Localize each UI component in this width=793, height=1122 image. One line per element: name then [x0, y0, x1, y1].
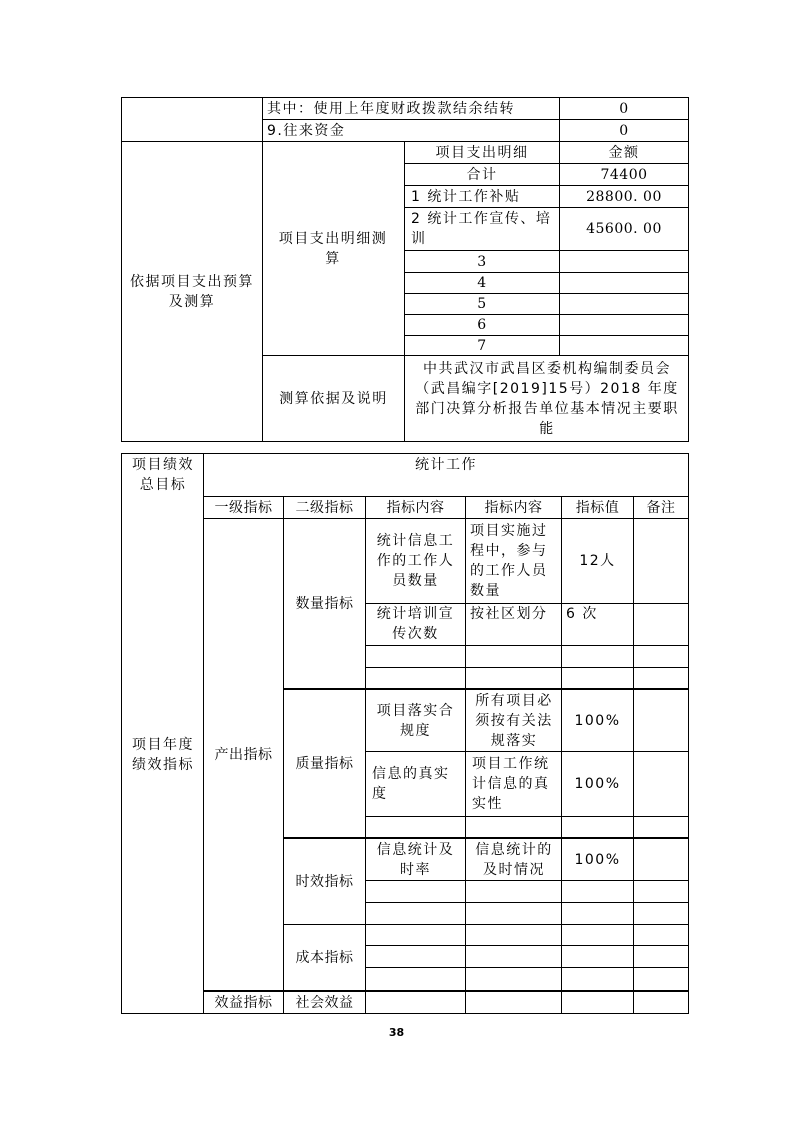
social-benefit-label: 社会效益: [295, 994, 354, 1011]
indicator-content: 项目落实合规度: [376, 703, 455, 739]
indicator-detail: 信息统计的及时情况: [475, 841, 553, 878]
indicator-value: 100%: [574, 851, 621, 868]
detail-row-item: 合计: [466, 166, 498, 183]
indicator-content: 统计培训宣传次数: [376, 606, 455, 642]
carryover-label: 其中：使用上年度财政拨款结余结转: [267, 100, 515, 117]
detail-row-amount: [560, 336, 688, 355]
detail-row-amount: 74400: [600, 166, 648, 183]
detail-row-amount: [560, 294, 688, 314]
header-level2: 二级指标: [295, 499, 354, 516]
goal-text: 统计工作: [415, 457, 477, 473]
detail-header-amount: 金额: [608, 144, 640, 161]
header-value: 指标值: [575, 499, 620, 516]
annual-indicator-label: 项目年度绩效指标: [132, 737, 194, 773]
detail-row-amount: 28800. 00: [586, 188, 662, 205]
detail-calc-label: 项目支出明细测算: [278, 230, 388, 267]
budget-basis-section-label: 依据项目支出预算及测算: [130, 273, 254, 310]
header-content-2: 指标内容: [484, 499, 543, 516]
detail-row-item: 1 统计工作补贴: [411, 188, 521, 205]
timeliness-indicator-label: 时效指标: [295, 873, 354, 890]
indicator-value: 100%: [574, 776, 621, 792]
goal-label: 项目绩效总目标: [132, 457, 194, 493]
detail-row-item: 4: [477, 275, 487, 291]
header-level1: 一级指标: [214, 499, 273, 516]
basis-label: 测算依据及说明: [279, 390, 388, 407]
header-content: 指标内容: [386, 499, 445, 516]
indicator-detail: 项目实施过程中，参与的工作人员数量: [470, 523, 548, 599]
detail-row-item: 5: [477, 296, 487, 312]
indicator-detail: 按社区划分: [470, 606, 548, 622]
indicator-content: 信息的真实度: [372, 766, 450, 802]
indicator-detail: 项目工作统计信息的真实性: [472, 756, 550, 812]
detail-row-item: 3: [477, 253, 487, 270]
header-remark: 备注: [646, 499, 676, 516]
detail-row-item: 2 统计工作宣传、培训: [411, 211, 552, 247]
cost-indicator-label: 成本指标: [295, 949, 354, 966]
indicator-value: 12人: [579, 553, 616, 569]
detail-row-item: 7: [477, 337, 487, 354]
transfer-funds-label: 9.往来资金: [267, 122, 346, 139]
detail-header-item: 项目支出明细: [435, 144, 529, 161]
indicator-value: 6 次: [566, 606, 598, 622]
detail-row-amount: 45600. 00: [586, 221, 662, 237]
indicator-content: 统计信息工作的工作人员数量: [376, 533, 455, 589]
carryover-value: 0: [619, 100, 629, 117]
detail-row-amount: [560, 315, 688, 335]
indicator-detail: 所有项目必须按有关法规落实: [475, 693, 553, 749]
detail-row-amount: [560, 251, 688, 272]
indicator-value: 100%: [574, 713, 621, 729]
quality-indicator-label: 质量指标: [295, 755, 354, 772]
benefit-indicator-label: 效益指标: [214, 994, 273, 1011]
quantity-indicator-label: 数量指标: [295, 595, 354, 612]
output-indicator-label: 产出指标: [214, 746, 273, 763]
page-number: 38: [388, 1026, 405, 1039]
indicator-content: 信息统计及时率: [376, 841, 455, 878]
detail-row-item: 6: [477, 317, 487, 333]
detail-row-amount: [560, 273, 688, 293]
transfer-funds-value: 0: [619, 122, 629, 139]
basis-text: 中共武汉市武昌区委机构编制委员会（武昌编字[2019]15号）2018 年度部门决算分析报告单位基本情况主要职能: [415, 360, 679, 437]
